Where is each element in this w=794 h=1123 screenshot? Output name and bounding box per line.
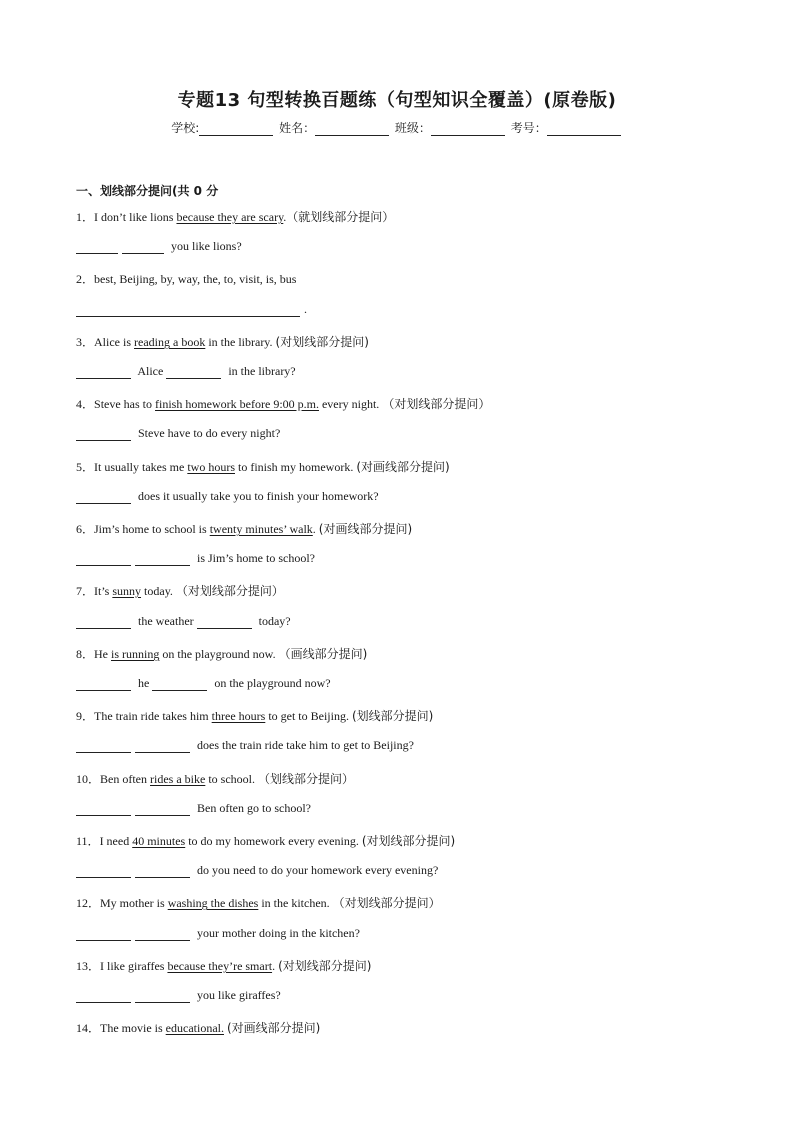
page-title: 专题13 句型转换百题练（句型知识全覆盖）(原卷版): [177, 90, 617, 111]
class-label: 班级：: [394, 121, 431, 135]
answer-blank[interactable]: [76, 740, 131, 753]
question-number: 5．: [76, 460, 95, 474]
answer-text: does it usually take you to finish your homework?: [135, 489, 379, 503]
instruction-note: （对划线部分提问）: [332, 896, 441, 910]
instruction-note: (划线部分提问): [351, 709, 434, 723]
answer-line-1: [76, 239, 242, 254]
question-number: 8．: [76, 647, 95, 661]
question-number: 14．: [76, 1021, 101, 1035]
question-text: today.: [141, 584, 176, 598]
answer-blank[interactable]: [76, 990, 131, 1003]
answer-text: Ben often go to school?: [194, 801, 311, 815]
instruction-note: （画线部分提问): [278, 647, 368, 661]
question-text: Steve has to: [94, 397, 156, 411]
underlined-part: because they are scary: [176, 210, 284, 224]
exam-no-blank[interactable]: [547, 123, 621, 136]
instruction-note: (对画线部分提问): [226, 1021, 321, 1035]
answer-blank[interactable]: [197, 616, 252, 629]
question-12: [76, 894, 441, 911]
question-text: I don’t like lions: [94, 210, 177, 224]
question-text: in the kitchen.: [258, 896, 333, 910]
question-text: to get to Beijing.: [265, 709, 352, 723]
question-9: [76, 707, 433, 724]
answer-blank[interactable]: [122, 241, 164, 254]
instruction-note: （对划线部分提问）: [382, 397, 491, 411]
answer-text: today?: [255, 614, 291, 628]
question-number: 9．: [76, 709, 95, 723]
question-text: He: [94, 647, 112, 661]
question-number: 12．: [76, 896, 101, 910]
answer-blank[interactable]: [152, 678, 207, 691]
exam-no-label: 考号：: [510, 121, 547, 135]
answer-blank[interactable]: [76, 803, 131, 816]
answer-blank[interactable]: [135, 928, 190, 941]
underlined-part: is running: [111, 647, 160, 661]
question-text: Alice is: [94, 335, 135, 349]
instruction-note: (对画线部分提问): [356, 460, 450, 474]
question-text: My mother is: [100, 896, 168, 910]
question-text: Ben often: [100, 772, 151, 786]
answer-line-7: [76, 614, 291, 629]
answer-text: you like giraffes?: [194, 988, 281, 1002]
answer-text: Steve have to do every night?: [135, 426, 281, 440]
answer-blank[interactable]: [76, 553, 131, 566]
answer-blank[interactable]: [135, 740, 190, 753]
question-text: The movie is: [100, 1021, 166, 1035]
instruction-note: (对划线部分提问): [278, 959, 372, 973]
underlined-part: 40 minutes: [132, 834, 186, 848]
answer-blank[interactable]: [76, 678, 131, 691]
question-number: 1．: [76, 210, 95, 224]
answer-text: the weather: [135, 614, 197, 628]
instruction-note: （就划线部分提问）: [286, 210, 395, 224]
name-label: 姓名：: [279, 121, 316, 135]
underlined-part: twenty minutes’ walk: [209, 522, 313, 536]
underlined-part: sunny: [112, 584, 142, 598]
question-number: 4．: [76, 397, 95, 411]
answer-line-13: [76, 988, 281, 1003]
answer-blank[interactable]: [76, 304, 300, 317]
answer-blank[interactable]: [76, 366, 131, 379]
school-blank[interactable]: [199, 123, 273, 136]
question-number: 3．: [76, 335, 95, 349]
question-number: 2．: [76, 272, 95, 286]
question-text: .: [312, 522, 319, 536]
answer-text: you like lions?: [168, 239, 242, 253]
question-10: [76, 770, 354, 787]
instruction-note: (对划线部分提问): [275, 335, 369, 349]
answer-blank[interactable]: [76, 491, 131, 504]
answer-blank[interactable]: [76, 616, 131, 629]
answer-line-5: [76, 489, 379, 504]
answer-line-2: [76, 302, 307, 317]
answer-text: is Jim’s home to school?: [194, 551, 315, 565]
question-5: [76, 458, 450, 475]
underlined-part: reading a book: [134, 335, 206, 349]
answer-blank[interactable]: [76, 928, 131, 941]
question-text: The train ride takes him: [94, 709, 212, 723]
answer-text: in the library?: [225, 364, 296, 378]
instruction-note: （划线部分提问）: [258, 772, 355, 786]
answer-blank[interactable]: [135, 990, 190, 1003]
question-text: .: [272, 959, 279, 973]
question-number: 7．: [76, 584, 95, 598]
underlined-part: three hours: [211, 709, 266, 723]
answer-blank[interactable]: [166, 366, 221, 379]
answer-blank[interactable]: [135, 865, 190, 878]
answer-blank[interactable]: [135, 803, 190, 816]
question-number: 10．: [76, 772, 101, 786]
question-text: in the library.: [205, 335, 276, 349]
question-text: to do my homework every evening.: [185, 834, 362, 848]
question-number: 11．: [76, 834, 100, 848]
answer-line-12: [76, 926, 360, 941]
answer-line-10: [76, 801, 311, 816]
question-6: [76, 520, 412, 537]
question-13: [76, 957, 371, 974]
answer-text: .: [304, 302, 307, 316]
question-number: 6．: [76, 522, 95, 536]
question-text: It’s: [94, 584, 113, 598]
question-7: [76, 582, 284, 599]
underlined-part: two hours: [187, 460, 235, 474]
question-8: [76, 645, 367, 662]
answer-line-11: [76, 863, 438, 878]
question-2: [76, 270, 296, 287]
underlined-part: because they’re smart: [167, 959, 273, 973]
question-3: [76, 333, 369, 350]
class-blank[interactable]: [431, 123, 505, 136]
question-11: [76, 832, 455, 849]
question-number: 13．: [76, 959, 101, 973]
answer-line-9: [76, 738, 414, 753]
question-text: .: [283, 210, 287, 224]
question-text: every night.: [318, 397, 383, 411]
underlined-part: rides a bike: [150, 772, 206, 786]
underlined-part: educational.: [165, 1021, 224, 1035]
answer-blank[interactable]: [76, 241, 118, 254]
question-text: Jim’s home to school is: [94, 522, 210, 536]
answer-line-6: [76, 551, 315, 566]
answer-line-4: [76, 426, 280, 441]
question-text: to finish my homework.: [235, 460, 357, 474]
instruction-note: (对划线部分提问): [361, 834, 456, 848]
answer-text: do you need to do your homework every evening?: [194, 863, 439, 877]
question-text: It usually takes me: [94, 460, 188, 474]
answer-text: does the train ride take him to get to Beijing?: [194, 738, 414, 752]
answer-text: Alice: [135, 364, 167, 378]
underlined-part: washing the dishes: [167, 896, 259, 910]
underlined-part: finish homework before 9:00 p.m.: [155, 397, 319, 411]
question-14: [76, 1019, 320, 1036]
word-list: best, Beijing, by, way, the, to, visit, is, bus: [94, 272, 297, 286]
question-4: [76, 395, 490, 412]
school-label: 学校:: [171, 121, 200, 135]
question-text: I need: [99, 834, 133, 848]
answer-line-8: [76, 676, 331, 691]
question-text: to school.: [205, 772, 258, 786]
student-info-line: [0, 119, 794, 136]
instruction-note: （对划线部分提问）: [175, 584, 284, 598]
question-text: on the playground now.: [159, 647, 279, 661]
question-1: [76, 208, 394, 225]
answer-text: he: [135, 676, 153, 690]
question-text: I like giraffes: [100, 959, 168, 973]
answer-blank[interactable]: [76, 865, 131, 878]
answer-text: your mother doing in the kitchen?: [194, 926, 360, 940]
answer-line-3: [76, 364, 296, 379]
answer-text: on the playground now?: [211, 676, 331, 690]
answer-blank[interactable]: [76, 428, 131, 441]
answer-blank[interactable]: [135, 553, 190, 566]
instruction-note: (对画线部分提问): [318, 522, 413, 536]
section-title: 一、划线部分提问(共 0 分: [76, 184, 219, 198]
name-blank[interactable]: [315, 123, 389, 136]
